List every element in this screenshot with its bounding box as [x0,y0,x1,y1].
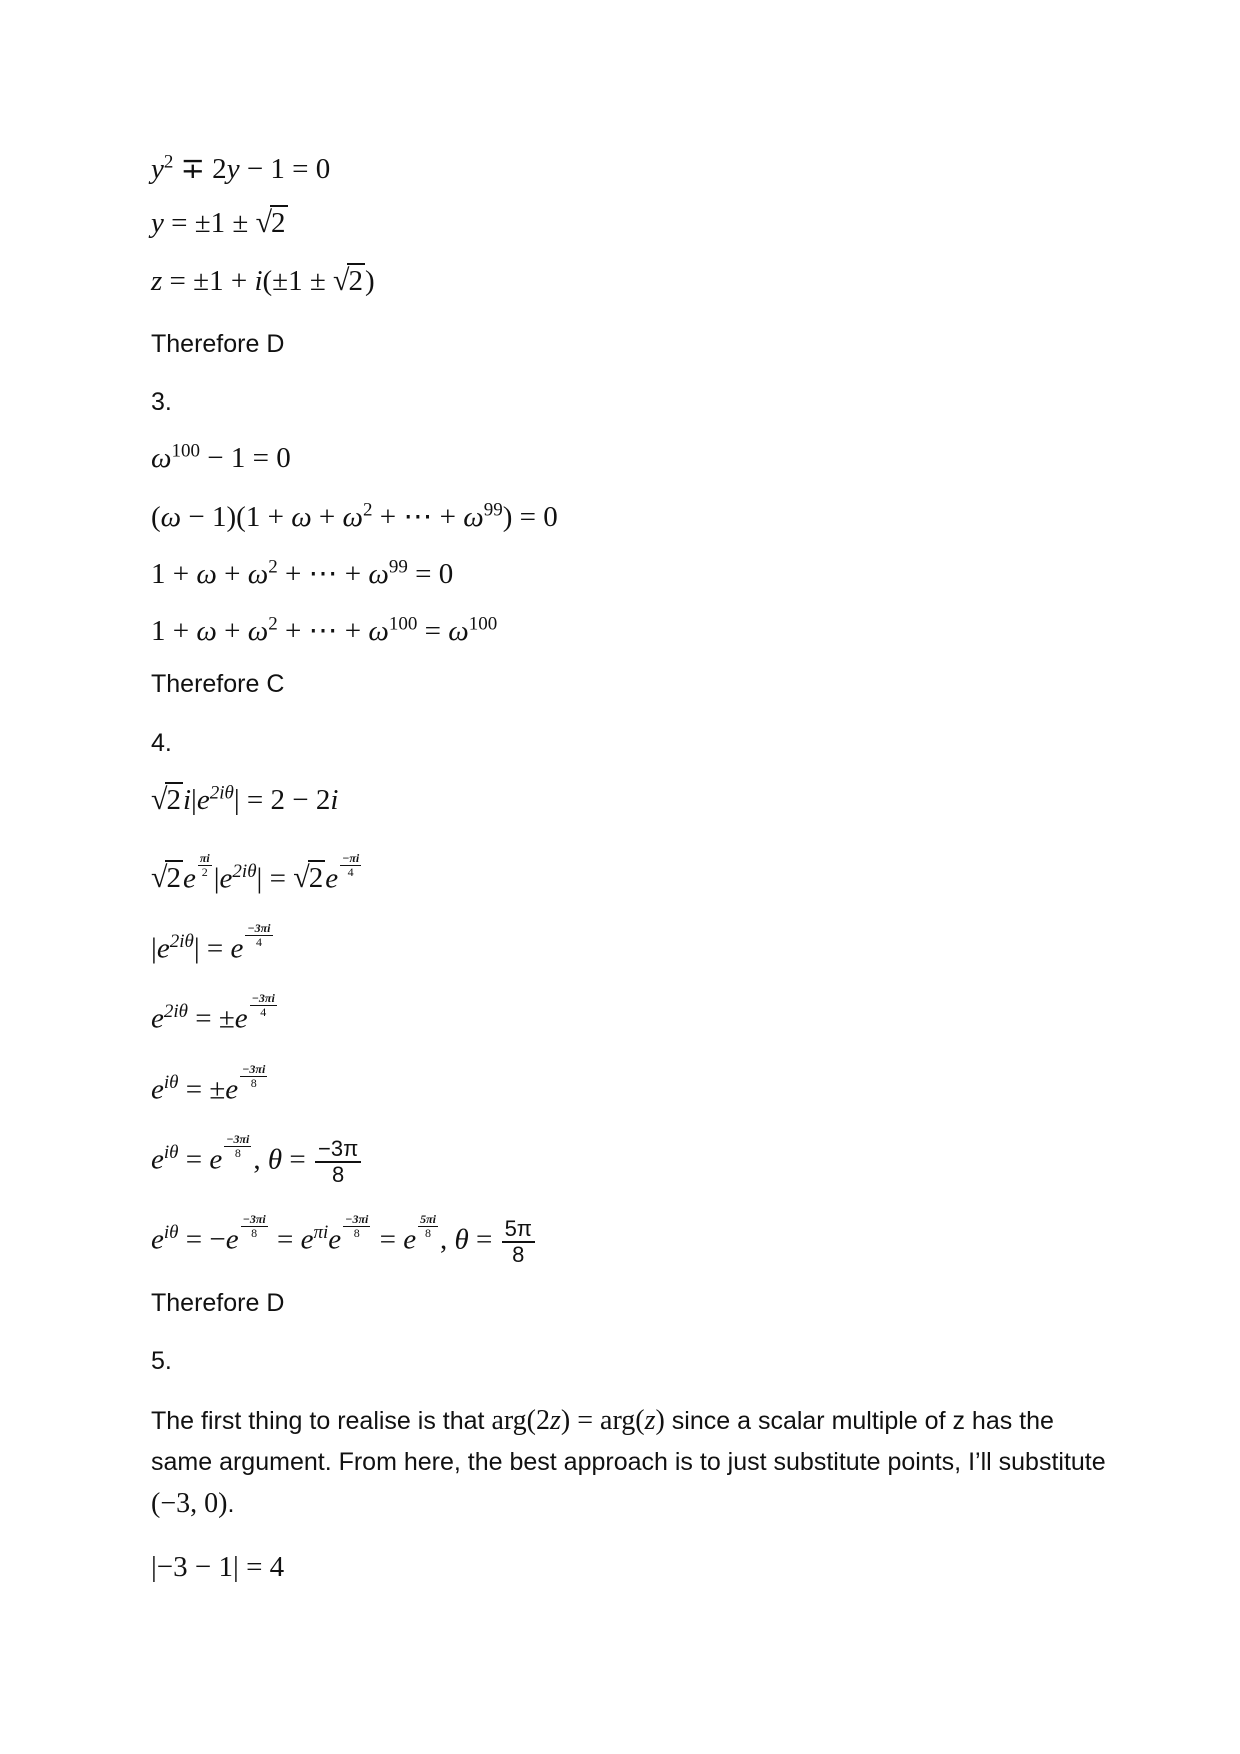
equation-modulus: $|e^{2i\theta}| = e$ $\frac{-3\pi i}{4}$ [151,921,271,965]
equation-e2itheta: $e^{2i\theta} = \pm e$ $\frac{-3\pi i}{4}$ [151,991,275,1035]
equation-z-solution: z = ±1 + i(±1 ± √2) [151,264,375,297]
answer-q3: Therefore C [151,670,285,698]
equation-y-solution: y = ±1 ± √2 [151,206,286,239]
document-page [151,0,1111,1754]
equation-omega-sum-99: $1 + \omega + \omega^2$ + ⋯ + $\omega^{99} = 0$ [151,556,454,590]
equation-root2-i: $√2i|e^{2i\theta}| = 2 - 2i$ [151,782,339,816]
equation-modulus-check: |−3 − 1| = 4 [151,1551,285,1583]
equation-exponential-form: √2e $\frac{\pi i}{2}$ $|e^{2i\theta}| = √2e$ $\frac{-\pi i}{4}$ [151,851,360,895]
equation-theta-positive: $e^{i\theta} = -e$ $\frac{-3\pi i}{8}$ = $e^{\pi i}e$ $\frac{-3\pi i}{8}$ = e $\frac{5\pi i}{8}$ , θ = $\frac{5\pi}{8}$ [151,1213,537,1267]
question-number-4: 4. [151,729,172,757]
equation-quadratic-y: $y^2 \mp 2y - 1 = 0$ [151,151,331,185]
equation-eitheta: $e^{i\theta} = \pm e$ $\frac{-3\pi i}{8}$ [151,1062,266,1106]
question-number-5: 5. [151,1347,172,1375]
answer-q4: Therefore D [151,1289,285,1317]
answer-q2: Therefore D [151,330,285,358]
equation-theta-negative: $e^{i\theta} = e$ $\frac{-3\pi i}{8}$ , θ = $\frac{-3\pi}{8}$ [151,1133,363,1187]
equation-omega-factored: $(\omega - 1)(1 + \omega + \omega^2$ + ⋯ + $\omega^{99}) = 0$ [151,499,558,533]
question-number-3: 3. [151,388,172,416]
equation-omega-100: $\omega^{100} - 1 = 0$ [151,440,291,474]
explanation-paragraph: The first thing to realise is that arg(2z) = arg(z) since a scalar multiple of z has the same argument. From here, the best approach is to just substitute points, I’ll substitute (−3, 0). [151,1405,1106,1519]
equation-omega-sum-100: $1 + \omega + \omega^2$ + ⋯ + $\omega^{100} = \omega^{100}$ [151,613,498,647]
